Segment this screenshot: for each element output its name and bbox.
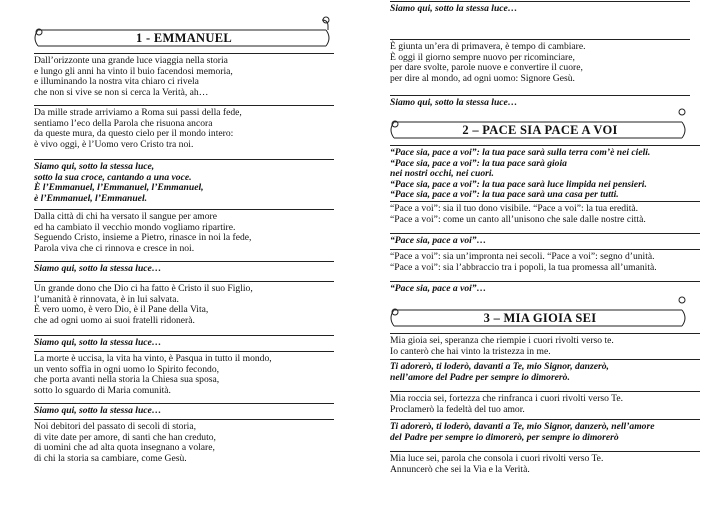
stanza-separator bbox=[390, 333, 700, 334]
stanza-separator bbox=[390, 359, 700, 360]
lyric-line: “Pace sia, pace a voi”: la tua pace sarà una casa per tutti. bbox=[390, 189, 619, 201]
verse-stanza bbox=[34, 354, 272, 396]
lyric-line: Mia roccia sei, fortezza che rinfranca i cuori rivolti verso Te. bbox=[390, 393, 624, 404]
verse-stanza bbox=[34, 108, 242, 150]
stanza-separator bbox=[34, 261, 334, 262]
lyric-line: “Pace a voi”: sia l’abbraccio tra i popoli, la tua promessa all’umanità. bbox=[390, 261, 657, 273]
lyric-line: Un grande dono che Dio ci ha fatto è Cristo il suo Figlio, bbox=[34, 283, 253, 294]
lyric-line: “Pace a voi”: sia un’impronta nei secoli. “Pace a voi”: segno d’unità. bbox=[390, 251, 655, 262]
refrain-stanza bbox=[390, 98, 517, 109]
stanza-separator bbox=[390, 451, 700, 452]
lyric-line: Dall’orizzonte una grande luce viaggia nella storia bbox=[34, 55, 228, 66]
refrain-stanza bbox=[390, 422, 654, 443]
stanza-separator bbox=[34, 419, 334, 420]
stanza-separator bbox=[390, 1, 690, 2]
song-title: 2 – PACE SIA PACE A VOI bbox=[462, 123, 618, 137]
lyric-line: Siamo qui, sotto la stessa luce… bbox=[34, 337, 162, 348]
lyric-line: è l’Emmanuel, l’Emmanuel. bbox=[34, 192, 148, 204]
verse-stanza bbox=[390, 252, 657, 273]
song-title: 1 - EMMANUEL bbox=[136, 31, 232, 45]
lyric-line: Parola viva che ci rinnova e cresce in noi. bbox=[34, 242, 195, 254]
lyric-line: Dalla città di chi ha versato il sangue per amore bbox=[34, 211, 218, 222]
lyric-line: per dare svolte, parole nuove e convertire il cuore, bbox=[390, 62, 583, 74]
lyric-line: È giunta un’era di primavera, è tempo di cambiare. bbox=[390, 41, 586, 52]
lyric-line: Noi debitori del passato di secoli di storia, bbox=[34, 421, 196, 432]
stanza-separator bbox=[390, 95, 690, 96]
stanza-separator bbox=[34, 351, 334, 352]
verse-stanza bbox=[390, 336, 614, 357]
lyric-line: “Pace a voi”: come un canto all’unisono che sale dalle nostre città. bbox=[390, 213, 646, 225]
stanza-separator bbox=[390, 281, 700, 282]
lyric-line: che ad ogni uomo ai suoi fratelli ridonerà. bbox=[34, 314, 195, 326]
song-title-banner bbox=[390, 118, 690, 140]
lyric-line: “Pace sia, pace a voi”: la tua pace sarà luce limpida nei pensieri. bbox=[390, 178, 647, 190]
lyric-line: Siamo qui, sotto la stessa luce… bbox=[34, 263, 162, 274]
lyric-line: che non si vive se non si cerca la Verità, ah… bbox=[34, 86, 209, 98]
lyric-line: da queste mura, da questo cielo per il mondo intero: bbox=[34, 128, 234, 140]
refrain-stanza bbox=[34, 264, 161, 275]
stanza-separator bbox=[34, 209, 334, 210]
refrain-stanza bbox=[390, 4, 517, 15]
lyric-line: “Pace sia, pace a voi”: la tua pace sarà gioia bbox=[390, 157, 567, 169]
stanza-separator bbox=[390, 391, 700, 392]
refrain-stanza bbox=[34, 338, 161, 349]
lyric-line: di uomini che ad alta quota insegnano a volare, bbox=[34, 442, 215, 454]
lyric-line: È vero uomo, è vero Dio, è il Pane della Vita, bbox=[34, 304, 209, 316]
lyric-line: nei nostri occhi, nei cuori. bbox=[390, 168, 494, 180]
lyric-line: sentiamo l’eco della Parola che risuona ancora bbox=[34, 117, 213, 129]
lyric-line: che porta avanti nella storia la Chiesa sua sposa, bbox=[34, 374, 220, 386]
stanza-separator bbox=[390, 419, 700, 420]
lyric-line: Ti adorerò, ti loderò, davanti a Te, mio Signor, danzerò, nell’amore bbox=[390, 421, 655, 432]
verse-stanza bbox=[390, 454, 603, 475]
lyric-line: sotto lo sguardo di Maria comunità. bbox=[34, 384, 171, 396]
lyric-line: “Pace sia, pace a voi”: la tua pace sarà sulla terra com’è nei cieli. bbox=[390, 147, 651, 158]
stanza-separator bbox=[390, 39, 690, 40]
lyric-line: è vivo oggi, è l’Uomo vero Cristo tra noi. bbox=[34, 138, 194, 150]
verse-stanza bbox=[34, 212, 251, 254]
lyric-line: nell’amore del Padre per sempre io dimorerò. bbox=[390, 371, 570, 383]
lyric-line: Siamo qui, sotto la stessa luce… bbox=[390, 97, 518, 108]
lyric-line: un vento soffia in ogni uomo lo Spirito fecondo, bbox=[34, 363, 220, 375]
verse-stanza bbox=[390, 394, 623, 415]
refrain-stanza bbox=[390, 236, 486, 247]
lyric-line: Annuncerò che sei la Via e la Verità. bbox=[390, 463, 530, 475]
stanza-separator bbox=[34, 159, 334, 160]
lyric-line: “Pace sia, pace a voi”… bbox=[390, 283, 487, 294]
lyric-line: “Pace a voi”: sia il tuo dono visibile. “Pace a voi”: la tua eredità. bbox=[390, 203, 639, 214]
verse-stanza bbox=[34, 284, 253, 326]
verse-stanza bbox=[390, 204, 646, 225]
lyric-line: Io canterò che hai vinto la tristezza in me. bbox=[390, 345, 551, 357]
lyric-line: Siamo qui, sotto la stessa luce, bbox=[34, 161, 155, 172]
lyric-line: di chi la storia sa cambiare, come Gesù. bbox=[34, 452, 187, 464]
song-title: 3 – MIA GIOIA SEI bbox=[483, 311, 597, 325]
stanza-separator bbox=[34, 105, 334, 106]
stanza-separator bbox=[34, 281, 334, 282]
stanza-separator bbox=[34, 403, 334, 404]
lyric-line: Siamo qui, sotto la stessa luce… bbox=[390, 3, 518, 14]
lyric-line: Mia luce sei, parola che consola i cuori rivolti verso Te. bbox=[390, 453, 604, 464]
lyric-line: È oggi il giorno sempre nuovo per ricominciare, bbox=[390, 51, 575, 63]
lyric-line: di vite date per amore, di santi che han creduto, bbox=[34, 431, 216, 443]
lyric-line: e illuminando la nostra vita chiaro ci rivela bbox=[34, 76, 199, 88]
song-title-banner bbox=[390, 306, 690, 328]
lyric-line: Siamo qui, sotto la stessa luce… bbox=[34, 405, 162, 416]
refrain-stanza bbox=[390, 362, 609, 383]
refrain-stanza bbox=[390, 284, 486, 295]
song-title-banner bbox=[34, 26, 334, 48]
refrain-stanza bbox=[34, 162, 204, 204]
lyric-line: per dire al mondo, ad ogni uomo: Signore Gesù. bbox=[390, 72, 575, 84]
refrain-stanza bbox=[34, 406, 161, 417]
lyric-line: “Pace sia, pace a voi”… bbox=[390, 235, 487, 246]
lyric-line: ed ha cambiato il vecchio mondo vogliamo ripartire. bbox=[34, 221, 236, 233]
stanza-separator bbox=[390, 233, 700, 234]
lyric-line: l’umanità è rinnovata, è in lui salvata. bbox=[34, 293, 179, 305]
verse-stanza bbox=[34, 422, 216, 464]
stanza-separator bbox=[34, 53, 334, 54]
lyric-line: Ti adorerò, ti loderò, davanti a Te, mio Signor, danzerò, bbox=[390, 361, 609, 372]
verse-stanza bbox=[34, 56, 233, 98]
stanza-separator bbox=[390, 249, 700, 250]
lyric-line: Seguendo Cristo, insieme a Pietro, rinasce in noi la fede, bbox=[34, 232, 252, 244]
lyric-line: Mia gioia sei, speranza che riempie i cuori rivolti verso te. bbox=[390, 335, 614, 346]
verse-stanza bbox=[390, 42, 586, 84]
lyric-line: del Padre per sempre io dimorerò, per sempre io dimorerò bbox=[390, 431, 619, 443]
lyric-line: e lungo gli anni ha vinto il buio facendosi memoria, bbox=[34, 65, 233, 77]
stanza-separator bbox=[34, 335, 334, 336]
lyric-line: Da mille strade arriviamo a Roma sui passi della fede, bbox=[34, 107, 242, 118]
lyric-line: La morte è uccisa, la vita ha vinto, è Pasqua in tutto il mondo, bbox=[34, 353, 272, 364]
stanza-separator bbox=[390, 145, 700, 146]
stanza-separator bbox=[390, 201, 700, 202]
lyric-line: Proclamerò la fedeltà del tuo amor. bbox=[390, 403, 525, 415]
lyric-line: sotto la sua croce, cantando a una voce. bbox=[34, 171, 192, 183]
refrain-stanza bbox=[390, 148, 650, 201]
lyric-line: È l’Emmanuel, l’Emmanuel, l’Emmanuel, bbox=[34, 182, 204, 194]
